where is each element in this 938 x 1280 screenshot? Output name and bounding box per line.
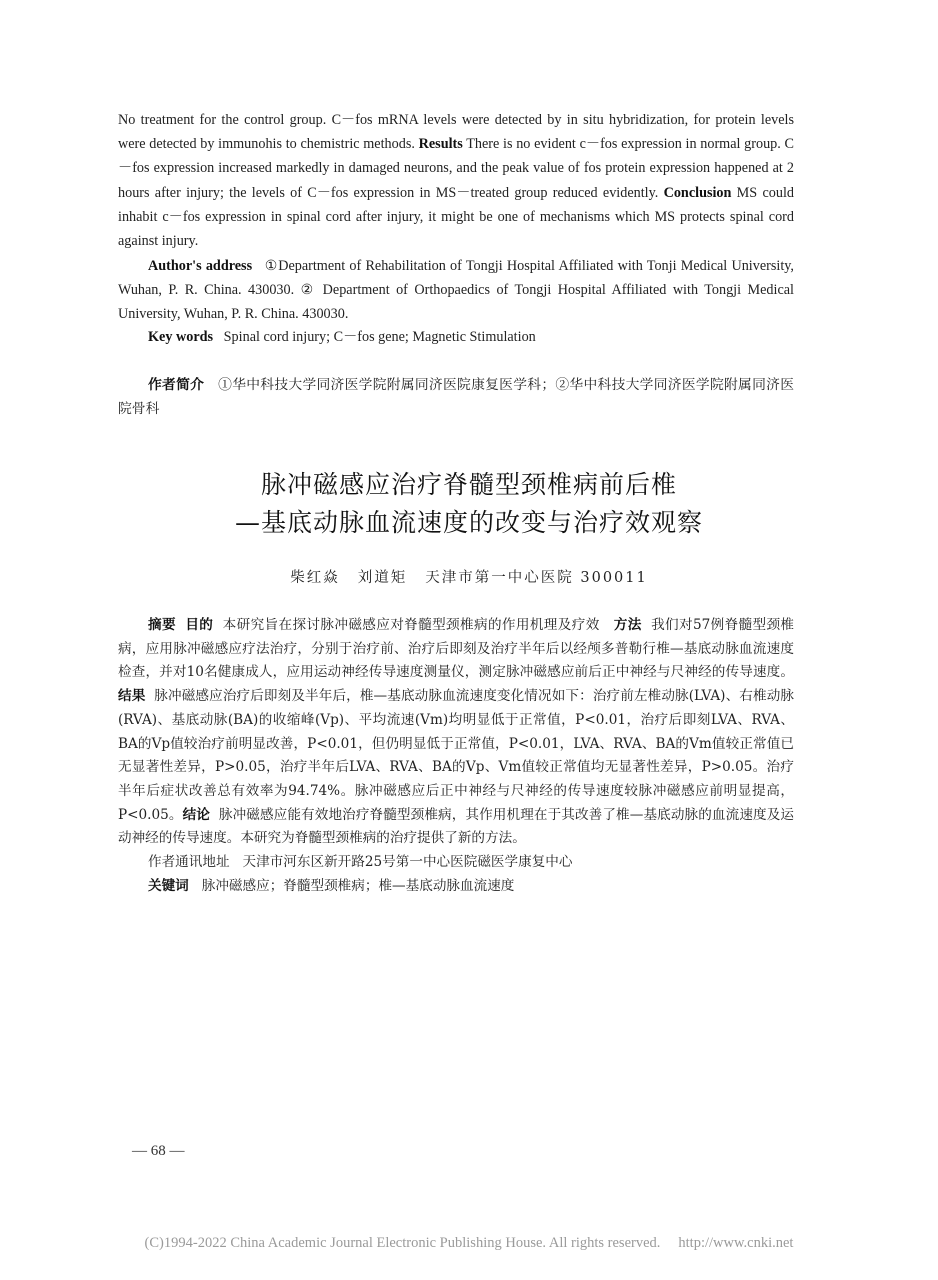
copyright-text: (C)1994-2022 China Academic Journal Electronic Publishing House. All rights reserved.: [144, 1235, 661, 1251]
english-keywords: [118, 325, 794, 349]
author-intro-label: 作者简介: [148, 377, 205, 393]
author-affiliation: 天津市第一中心医院 300011: [425, 570, 648, 586]
conclusion-text-cn: 脉冲磁感应能有效地治疗脊髓型颈椎病，其作用机理在于其改善了椎—基底动脉的血流速度及运动神经的传导速度。本研究为脊髓型颈椎病的治疗提供了新的方法。: [118, 806, 795, 847]
copyright-footer: [0, 1235, 938, 1252]
article-title-line-1: 脉冲磁感应治疗脊髓型颈椎病前后椎: [260, 470, 677, 499]
english-results-text: There is no evident c－fos expression in normal group. C－fos expression increased markedly in damaged neurons, and the peak value of fos protein expression happened at 2 hours after injury; the levels of C－fos expression in MS－treated group reduced evidently.: [118, 136, 794, 201]
page-number: — 68 —: [132, 1143, 185, 1159]
abstract-label: 摘要: [148, 617, 176, 633]
author-address-text: ①Department of Rehabilitation of Tongji Hospital Affiliated with Tonji Medical University, Wuhan, P. R. China. 430030. ② Department of Orthopaedics of Tongji Hospital Affiliated with Tongji Medical University, Wuhan, P. R. China. 430030.: [118, 258, 794, 323]
correspondence-label: 作者通讯地址: [148, 854, 230, 871]
correspondence-address: 天津市河东区新开路25号第一中心医院磁医学康复中心: [242, 854, 573, 871]
objective-text: 本研究旨在探讨脉冲磁感应对脊髓型颈椎病的作用机理及疗效: [222, 617, 600, 633]
objective-label: 目的: [185, 617, 214, 633]
english-author-address: [118, 254, 794, 327]
results-text-cn: 脉冲磁感应治疗后即刻及半年后，椎—基底动脉血流速度变化情况如下：治疗前左椎动脉(LVA)、右椎动脉(RVA)、基底动脉(BA)的收缩峰(Vp)、平均流速(Vm)均明显低于正常值，P<0.01，治疗后即刻LVA、RVA、BA的Vp值较治疗前明显改善，P<0.01，但仍明显低于正常值，P<0.01，LVA、RVA、BA的Vm值较正常值已无显著性差异，P>0.05，治疗半年后LVA、RVA、BA的Vp、Vm值较正常值均无显著性差异，P>0.05。治疗半年后症状改善总有效率为94.74%。脉冲磁感应后正中神经与尺神经的传导速度较脉冲磁感应前明显提高，P<0.05。: [118, 688, 795, 823]
keywords-text: Spinal cord injury; C－fos gene; Magnetic Stimulation: [223, 329, 536, 345]
method-text: 我们对57例脊髓型颈椎病，应用脉冲磁感应疗法治疗，分别于治疗前、治疗后即刻及治疗半年后以经颅多普勒行椎—基底动脉血流速度检查，并对10名健康成人，应用运动神经传导速度测量仪，测定脉冲磁感应前后正中神经与尺神经的传导速度。: [118, 617, 795, 681]
author-intro: [118, 373, 794, 421]
keywords-label-cn: 关键词: [148, 877, 189, 894]
author-address-label: Author's address: [148, 258, 253, 274]
conclusion-label: Conclusion: [663, 184, 732, 201]
conclusion-label-cn: 结论: [182, 806, 211, 823]
footer-url: http://www.cnki.net: [678, 1235, 794, 1251]
author-name: 刘道矩: [357, 570, 408, 586]
method-label: 方法: [613, 617, 642, 633]
results-label-cn: 结果: [118, 688, 146, 705]
author-name: 柴红焱: [290, 570, 340, 586]
article-title-line-2: —基底动脉血流速度的改变与治疗效观察: [234, 508, 703, 537]
english-methods-text: No treatment for the control group. C－fos mRNA levels were detected by in situ hybridization, for protein levels were detected by immunohis to chemistric methods.: [118, 112, 794, 153]
chinese-abstract: [118, 614, 794, 898]
article-title: [0, 466, 938, 542]
author-intro-text: ①华中科技大学同济医学院附属同济医院康复医学科；②华中科技大学同济医学院附属同济医院骨科: [118, 377, 794, 417]
keywords-text-cn: 脉冲磁感应；脊髓型颈椎病；椎—基底动脉血流速度: [201, 877, 515, 894]
english-conclusion-text: MS could inhabit c－fos expression in spinal cord after injury, it might be one of mechanisms which MS protects spinal cord against injury.: [118, 184, 794, 250]
keywords-label: Key words: [148, 329, 214, 345]
results-label: Results: [418, 136, 463, 153]
english-abstract-paragraph: [118, 108, 794, 253]
english-abstract: [118, 108, 794, 253]
article-authors: [0, 566, 938, 587]
